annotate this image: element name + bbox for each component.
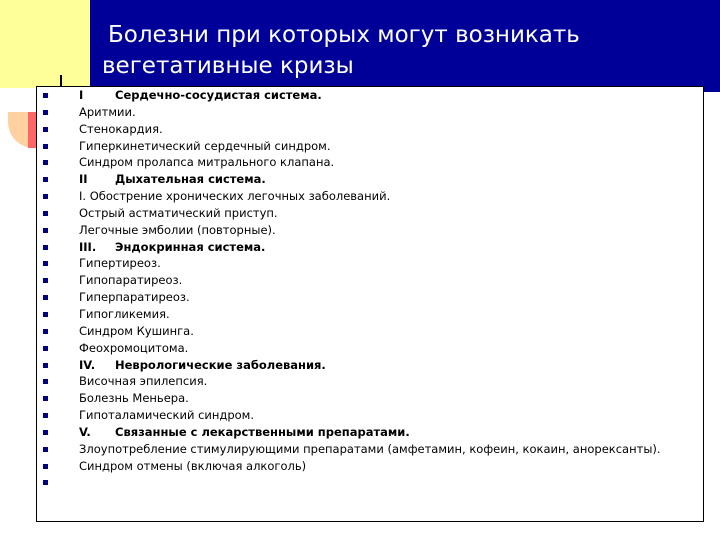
list-item-text: Гипогликемия. [79,306,170,321]
section-heading [79,357,326,374]
section-number: IV. [79,357,96,372]
list-item-text: I. Обострение хронических легочных заболеваний. [79,189,391,204]
section-label: Неврологические заболевания. [115,357,326,372]
square-bullet-icon [43,346,48,351]
section-number: V. [79,424,91,439]
decorative-yellow-block [0,0,100,88]
slide-title-line-1: Болезни при которых могут возникать [108,22,580,48]
square-bullet-icon [43,430,48,435]
list-item-text: Височная эпилепсия. [79,374,208,389]
square-bullet-icon [43,93,48,98]
square-bullet-icon [43,363,48,368]
square-bullet-icon [43,464,48,469]
list-item-text: Гипертиреоз. [79,256,161,271]
list-item-text: Синдром пролапса митрального клапана. [79,155,335,170]
square-bullet-icon [43,245,48,250]
square-bullet-icon [43,447,48,452]
list-item-text: Гипоталамический синдром. [79,408,255,423]
list-item-text: Легочные эмболии (повторные). [79,222,276,237]
list-item-text: Злоупотребление стимулирующими препаратами (амфетамин, кофеин, кокаин, анорексанты). [79,441,661,456]
section-label: Сердечно-сосудистая система. [115,88,322,102]
section-number: III. [79,239,97,254]
square-bullet-icon [43,127,48,132]
square-bullet-icon [43,396,48,401]
list-item-text: Стенокардия. [79,121,163,136]
section-label: Дыхательная система. [115,172,266,187]
square-bullet-icon [43,312,48,317]
square-bullet-icon [43,261,48,266]
square-bullet-icon [43,228,48,233]
square-bullet-icon [43,379,48,384]
list-item-text: Болезнь Меньера. [79,391,189,406]
section-heading [79,239,265,256]
list-item-text: Феохромоцитома. [79,340,189,355]
square-bullet-icon [43,480,48,485]
section-heading [79,87,322,104]
square-bullet-icon [43,110,48,115]
square-bullet-icon [43,194,48,199]
list-item-text: Гиперкинетический сердечный синдром. [79,138,331,153]
square-bullet-icon [43,211,48,216]
section-number: II [79,172,88,187]
slide-title-line-2: вегетативные кризы [102,53,354,79]
square-bullet-icon [43,329,48,334]
section-heading [79,171,266,188]
square-bullet-icon [43,144,48,149]
square-bullet-icon [43,295,48,300]
square-bullet-icon [43,160,48,165]
section-heading [79,424,410,441]
square-bullet-icon [43,278,48,283]
list-item-text: Синдром отмены (включая алкоголь) [79,458,307,473]
square-bullet-icon [43,413,48,418]
section-label: Связанные с лекарственными препаратами. [115,424,410,439]
list-item-text: Аритмии. [79,104,136,119]
list-item-text: Острый астматический приступ. [79,205,278,220]
slide-title [102,20,712,82]
list-item-text: Синдром Кушинга. [79,323,194,338]
list-item-text: Гиперпаратиреоз. [79,290,190,305]
section-label: Эндокринная система. [115,239,266,254]
section-number: I [79,88,84,102]
square-bullet-icon [43,177,48,182]
list-item-text: Гипопаратиреоз. [79,273,183,288]
